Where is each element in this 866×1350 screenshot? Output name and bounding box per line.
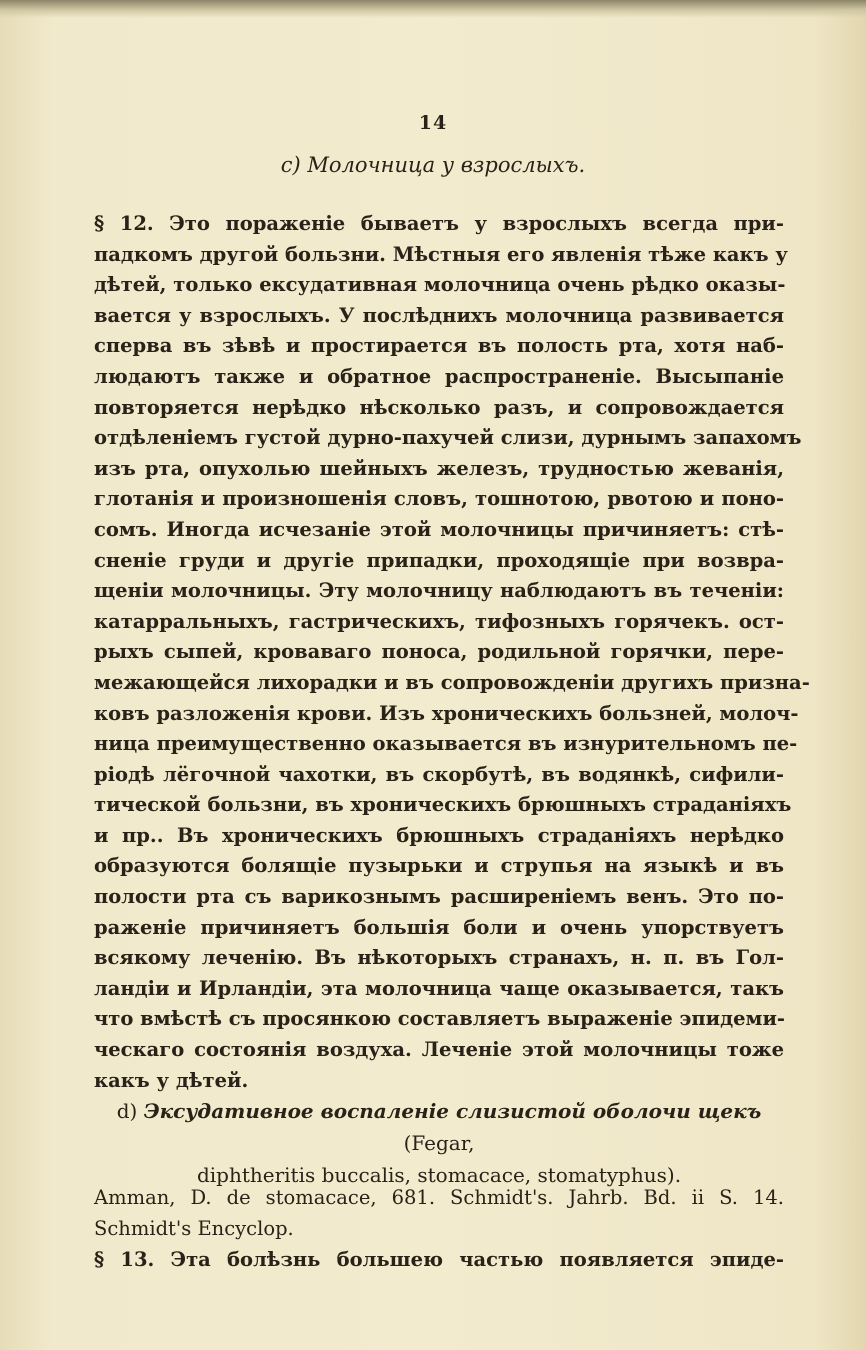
- paragraph-12-line: § 12. Это пораженіе бываетъ у взрослыхъ всегда при-: [94, 212, 784, 235]
- subheading-line-1: [94, 1095, 784, 1159]
- subheading-d: [94, 1095, 784, 1191]
- paragraph-12: [94, 209, 810, 1096]
- paragraph-12-line: сомъ. Иногда исчезаніе этой молочницы причиняетъ: стѣ-: [94, 517, 784, 541]
- paragraph-12-line: падкомъ другой бользни. Мѣстныя его явленія тѣже какъ у: [94, 242, 788, 266]
- paragraph-12-line: образуются болящіе пузырьки и струпья на языкѣ и въ: [94, 854, 784, 878]
- subheading-title: Эксудативное воспаленіе слизистой оболочи щекъ: [143, 1099, 762, 1123]
- reference-line: Amman, D. de stomacace, 681. Schmidt's. Jahrb. Bd. ii S. 14.: [94, 1186, 784, 1209]
- subheading-latin-1: (Fegar,: [403, 1131, 475, 1155]
- paragraph-12-line: полости рта съ варикознымъ расширеніемъ венъ. Это по-: [94, 885, 784, 909]
- paragraph-12-line: и пр.. Въ хроническихъ брюшныхъ страданіяхъ нерѣдко: [94, 823, 784, 847]
- paragraph-12-line: тической бользни, въ хроническихъ брюшныхъ страданіяхъ: [94, 793, 792, 817]
- paragraph-12-line: дѣтей, только ексудативная молочница очень рѣдко оказы-: [94, 273, 786, 297]
- paragraph-12-line: ландіи и Ирландіи, эта молочница чаще оказывается, такъ: [94, 976, 784, 1000]
- section-heading: c) Молочница у взрослыхъ.: [280, 153, 586, 177]
- paragraph-12-line: сперва въ зѣвѣ и простирается въ полость рта, хотя наб-: [94, 334, 784, 358]
- reference-line: Schmidt's Encyclop.: [94, 1216, 294, 1240]
- paragraph-12-line: катарральныхъ, гастрическихъ, тифозныхъ горячекъ. ост-: [94, 609, 784, 633]
- references: [94, 1183, 784, 1244]
- paragraph-13: [94, 1245, 784, 1276]
- page-number: 14: [418, 112, 448, 134]
- page-top-shadow: [0, 0, 866, 18]
- paragraph-12-line: ница преимущественно оказывается въ изнурительномъ пе-: [94, 732, 798, 756]
- paragraph-12-line: всякому леченію. Въ нѣкоторыхъ странахъ, н. п. въ Гол-: [94, 946, 784, 970]
- paragraph-12-line: людаютъ также и обратное распространеніе. Высыпаніе: [94, 364, 784, 388]
- paragraph-12-line: глотанія и произношенія словъ, тошнотою, рвотою и поно-: [94, 487, 784, 511]
- paragraph-12-line: щеніи молочницы. Эту молочницу наблюдаютъ въ теченіи:: [94, 579, 784, 603]
- paragraph-12-line: ческаго состоянія воздуха. Леченіе этой молочницы тоже: [94, 1038, 784, 1062]
- paragraph-12-line: ковъ разложенія крови. Изъ хроническихъ бользней, молоч-: [94, 701, 799, 725]
- paragraph-12-line: вается у взрослыхъ. У послѣднихъ молочница развивается: [94, 303, 784, 327]
- paragraph-12-line: изъ рта, опухолью шейныхъ железъ, трудностью жеванія,: [94, 456, 784, 480]
- subheading-prefix: d): [116, 1099, 138, 1123]
- paragraph-12-line: ріодѣ лёгочной чахотки, въ скорбутѣ, въ водянкѣ, сифили-: [94, 762, 784, 786]
- subheading-latin-2: diphtheritis buccalis, stomacace, stomatyphus).: [196, 1163, 682, 1187]
- paragraph-12-line: раженіе причиняетъ большія боли и очень упорствуетъ: [94, 915, 784, 939]
- paragraph-12-line: сненіе груди и другіе припадки, проходящіе при возвра-: [94, 548, 784, 572]
- paragraph-12-line: отдѣленіемъ густой дурно-пахучей слизи, дурнымъ запахомъ: [94, 426, 802, 450]
- paragraph-12-line: что вмѣстѣ съ просянкою составляетъ выраженіе эпидеми-: [94, 1007, 786, 1031]
- paragraph-12-line: межающейся лихорадки и въ сопровожденіи другихъ призна-: [94, 670, 810, 694]
- paragraph-12-line: рыхъ сыпей, кроваваго поноса, родильной горячки, пере-: [94, 640, 784, 664]
- paragraph-12-line: какъ у дѣтей.: [94, 1068, 249, 1092]
- paragraph-12-line: повторяется нерѣдко нѣсколько разъ, и сопровождается: [94, 395, 784, 419]
- paragraph-13-line: § 13. Эта болѣзнь большею частью появляется эпиде-: [94, 1248, 784, 1271]
